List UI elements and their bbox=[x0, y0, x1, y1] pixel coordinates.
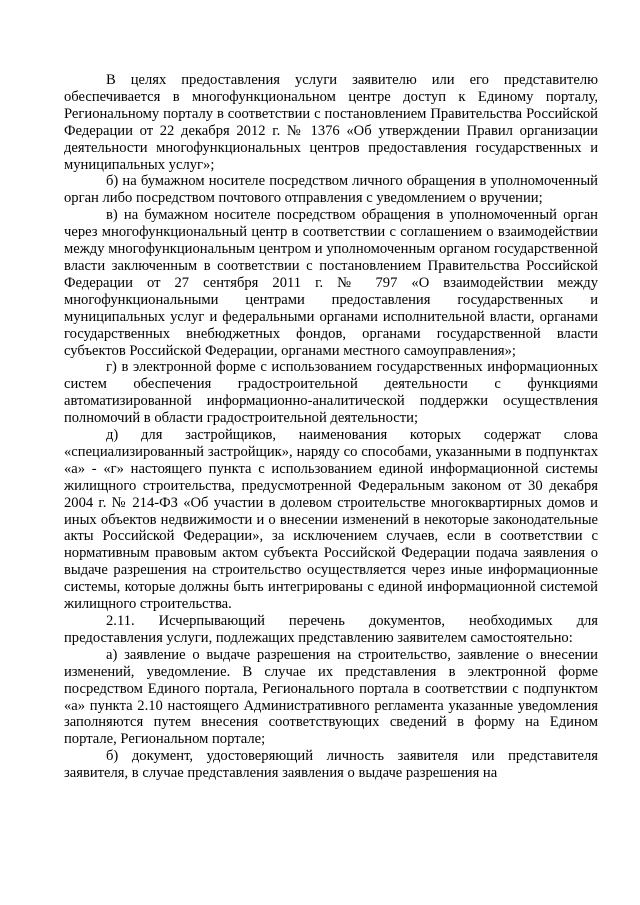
paragraph-mfc-portal-access: В целях предоставления услуги заявителю или его представителю обеспечивается в многофункциональном центре доступ к Единому порталу, Региональному порталу в соответствии с постановлением Правительства Российской Федерации от 22 декабря 2012 г. № 1376 «Об утверждении Правил организации деятельности многофункциональных центров предоставления государственных и муниципальных услуг»; bbox=[64, 72, 598, 173]
paragraph-item-g-electronic: г) в электронной форме с использованием государственных информационных систем обеспечения градостроительной деятельности с функциями автоматизированной информационно-аналитической поддержки осуществления полномочий в области градостроительной деятельности; bbox=[64, 359, 598, 427]
paragraph-item-b-paper-personal: б) на бумажном носителе посредством личного обращения в уполномоченный орган либо посредством почтового отправления с уведомлением о вручении; bbox=[64, 173, 598, 207]
paragraph-section-2-11: 2.11. Исчерпывающий перечень документов, необходимых для предоставления услуги, подлежащих представлению заявителем самостоятельно: bbox=[64, 613, 598, 646]
paragraph-item-v-paper-mfc: в) на бумажном носителе посредством обращения в уполномоченный орган через многофункциональный центр в соответствии с соглашением о взаимодействии между многофункциональным центром и уполномоченным органом государственной власти заключенным в соответствии с постановлением Правительства Российской Федерации от 27 сентября 2011 г. № 797 «О взаимодействии между многофункциональными центрами предоставления государственных и муниципальных услуг и федеральными органами исполнительной власти, органами государственных внебюджетных фондов, органами государственной власти субъектов Российской Федерации, органами местного самоуправления»; bbox=[64, 207, 598, 359]
paragraph-item-b-identity-document: б) документ, удостоверяющий личность заявителя или представителя заявителя, в случае представления заявления о выдаче разрешения на bbox=[64, 748, 598, 782]
paragraph-item-d-developers: д) для застройщиков, наименования которых содержат слова «специализированный застройщик», наряду со способами, указанными в подпунктах «а» - «г» настоящего пункта с использованием единой информационной системы жилищного строительства, предусмотренной Федеральным законом от 30 декабря 2004 г. № 214-ФЗ «Об участии в долевом строительстве многоквартирных домов и иных объектов недвижимости и о внесении изменений в некоторые законодательные акты Российской Федерации», за исключением случаев, если в соответствии с нормативным правовым актом субъекта Российской Федерации подача заявления о выдаче разрешения на строительство осуществляется через иные информационные системы, которые должны быть интегрированы с единой информационной системой жилищного строительства. bbox=[64, 427, 598, 613]
paragraph-item-a-application: а) заявление о выдаче разрешения на строительство, заявление о внесении изменений, уведомление. В случае их представления в электронной форме посредством Единого портала, Регионального портала в соответствии с подпунктом «а» пункта 2.10 настоящего Административного регламента указанные уведомления заполняются путем внесения соответствующих сведений в форму на Едином портале, Региональном портале; bbox=[64, 646, 598, 748]
